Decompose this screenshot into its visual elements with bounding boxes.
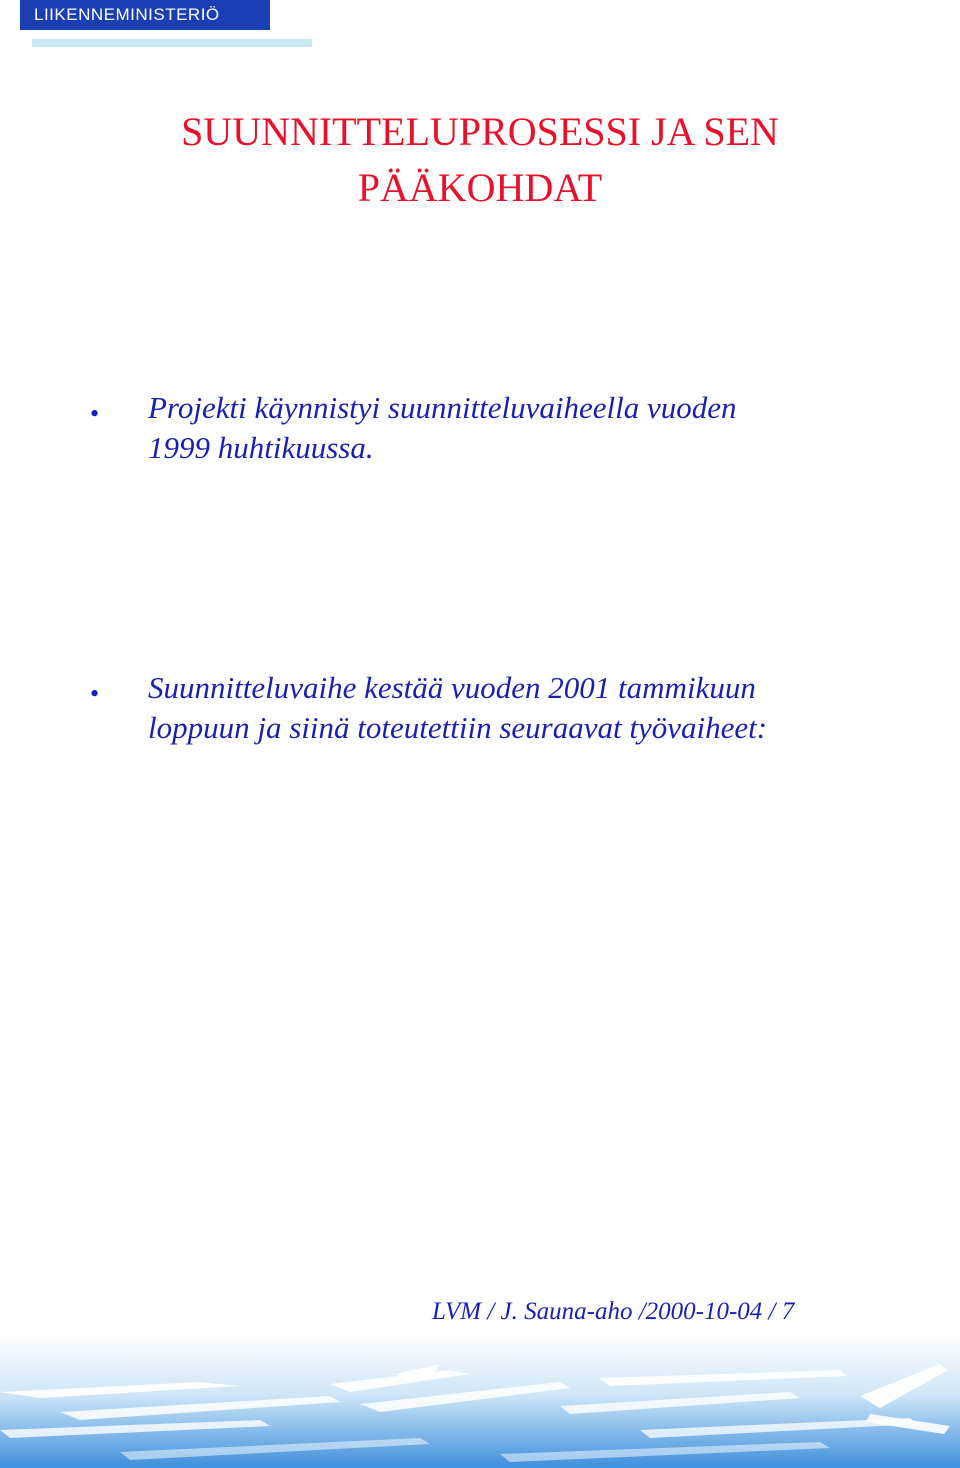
footer-text: LVM / J. Sauna-aho /2000-10-04 / 7 — [432, 1298, 795, 1325]
bullet-text-line1: Projekti käynnistyi suunnitteluvaiheella vuoden — [148, 390, 737, 425]
bullet-item — [90, 668, 890, 748]
accent-bar — [32, 39, 312, 47]
bullet-item — [90, 388, 890, 468]
bullet-icon: • — [90, 679, 100, 708]
bullet-text-line1: Suunnitteluvaihe kestää vuoden 2001 tammikuun — [148, 670, 756, 705]
footer-decoration — [0, 1334, 960, 1468]
org-banner — [20, 0, 270, 30]
org-name: LIIKENNEMINISTERIÖ — [34, 5, 220, 24]
bullet-text-line2: loppuun ja siinä toteutettiin seuraavat työvaiheet: — [148, 710, 768, 745]
slide-title — [0, 104, 960, 216]
slide-title-line2: PÄÄKOHDAT — [357, 165, 603, 210]
bullet-list — [90, 388, 890, 748]
bullet-icon: • — [90, 399, 100, 428]
slide-title-line1: SUUNNITTELUPROSESSI JA SEN — [181, 109, 779, 154]
bullet-text-line2: 1999 huhtikuussa. — [148, 430, 374, 465]
